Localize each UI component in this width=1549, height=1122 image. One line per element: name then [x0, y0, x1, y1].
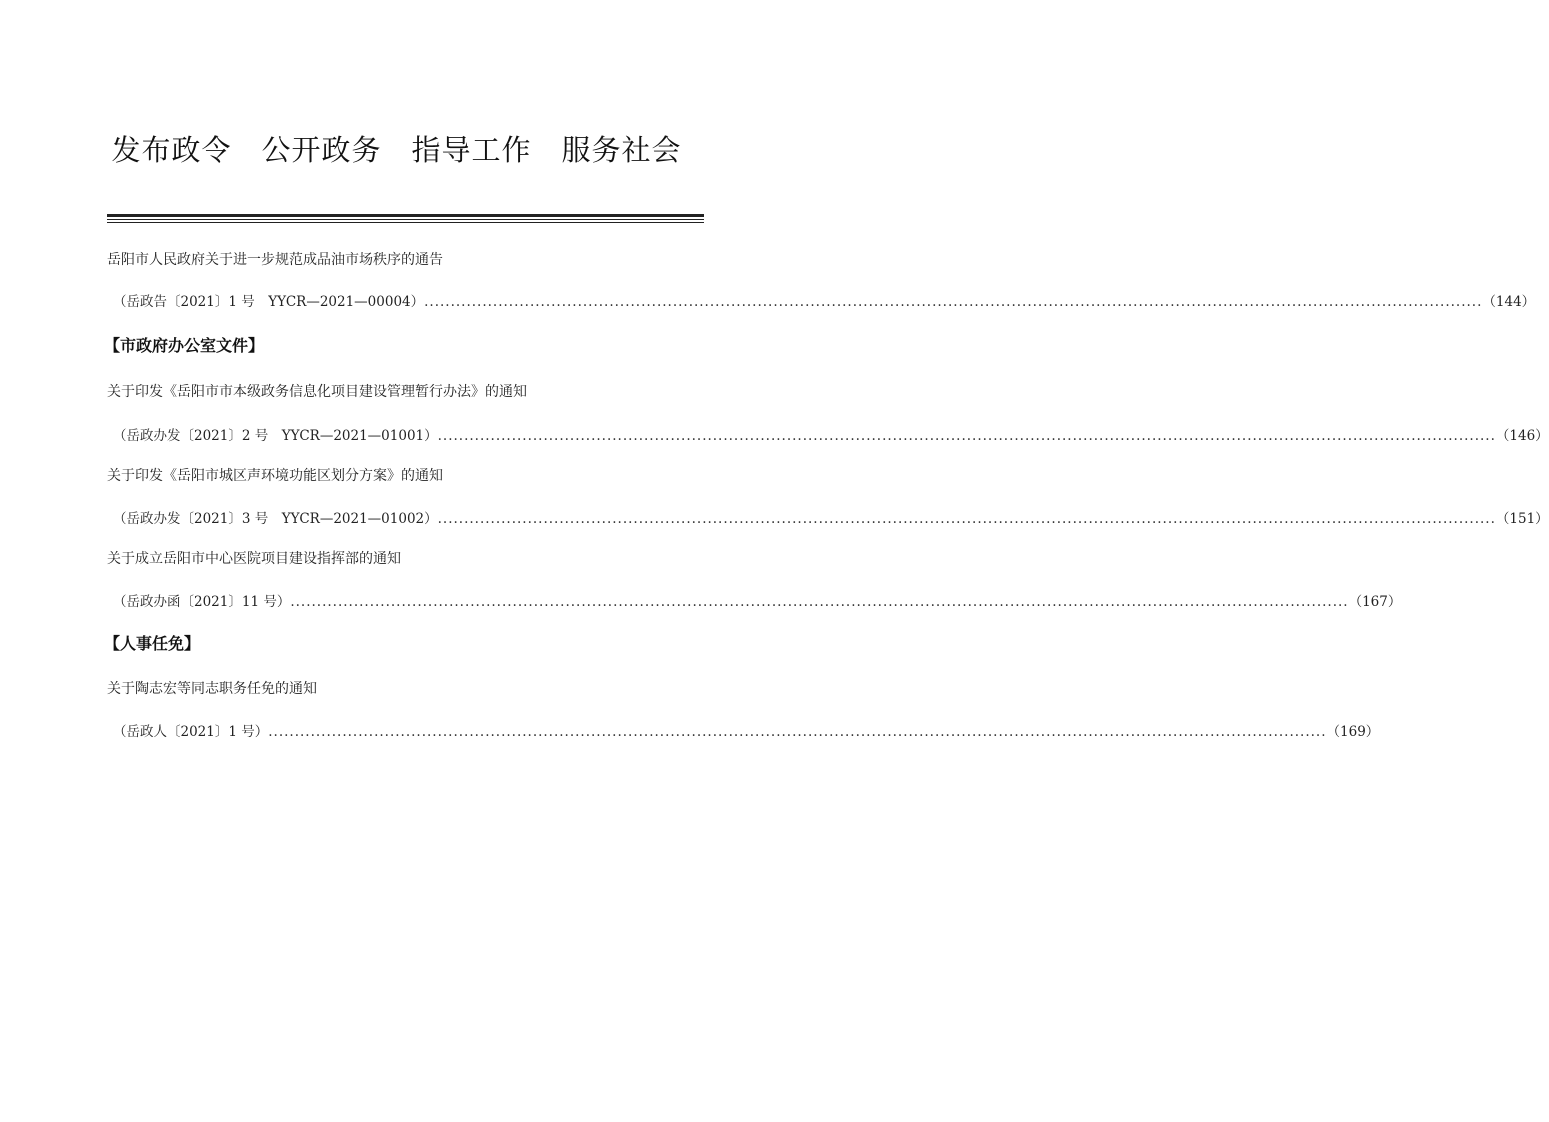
divider-thin-line-2 [107, 222, 704, 223]
toc-entry-reference-line[interactable] [107, 590, 1402, 610]
toc-entry-document-number: （岳政告〔2021〕1 号 YYCR—2021—00004） [113, 294, 425, 310]
toc-entry-document-number: （岳政办发〔2021〕3 号 YYCR—2021—01002） [113, 511, 438, 527]
header-motto [0, 128, 793, 169]
motto-phrase-2: 公开政务 [261, 133, 382, 167]
dot-leader: ........................................................................................................................................................................................................ [437, 428, 1496, 444]
toc-entry-title[interactable]: 关于成立岳阳市中心医院项目建设指挥部的通知 [107, 551, 401, 567]
toc-entry-document-number: （岳政办发〔2021〕2 号 YYCR—2021—01001） [113, 428, 438, 444]
toc-entry-page-number: （169） [1326, 724, 1380, 740]
toc-entry-title[interactable]: 关于印发《岳阳市市本级政务信息化项目建设管理暂行办法》的通知 [107, 384, 527, 400]
motto-phrase-1: 发布政令 [111, 133, 232, 167]
toc-entry-reference-line[interactable] [107, 720, 1380, 740]
toc-section-heading: 【市政府办公室文件】 [104, 336, 265, 355]
toc-entry-document-number: （岳政人〔2021〕1 号） [113, 724, 269, 740]
toc-entry-page-number: （151） [1495, 511, 1549, 527]
motto-phrase-3: 指导工作 [411, 133, 532, 167]
toc-entry-page-number: （167） [1348, 594, 1402, 610]
dot-leader: ........................................................................................................................................................................................................ [268, 724, 1327, 740]
dot-leader: ........................................................................................................................................................................................................ [290, 594, 1349, 610]
dot-leader: ........................................................................................................................................................................................................ [437, 511, 1496, 527]
toc-entry-reference-line[interactable] [107, 507, 1549, 527]
toc-entry-title[interactable]: 关于印发《岳阳市城区声环境功能区划分方案》的通知 [107, 468, 443, 484]
divider-thin-line-1 [107, 219, 704, 220]
motto-phrase-4: 服务社会 [561, 133, 682, 167]
toc-entry-reference-line[interactable] [107, 290, 1536, 310]
toc-entry-document-number: （岳政办函〔2021〕11 号） [113, 594, 291, 610]
toc-entry-title[interactable]: 关于陶志宏等同志职务任免的通知 [107, 681, 317, 697]
toc-entry-reference-line[interactable] [107, 424, 1549, 444]
toc-entry-page-number: （144） [1482, 294, 1536, 310]
toc-entry-title[interactable]: 岳阳市人民政府关于进一步规范成品油市场秩序的通告 [107, 252, 443, 268]
dot-leader: ........................................................................................................................................................................................................ [424, 294, 1483, 310]
toc-section-heading: 【人事任免】 [104, 634, 201, 653]
toc-entry-page-number: （146） [1495, 428, 1549, 444]
header-divider [107, 214, 704, 225]
